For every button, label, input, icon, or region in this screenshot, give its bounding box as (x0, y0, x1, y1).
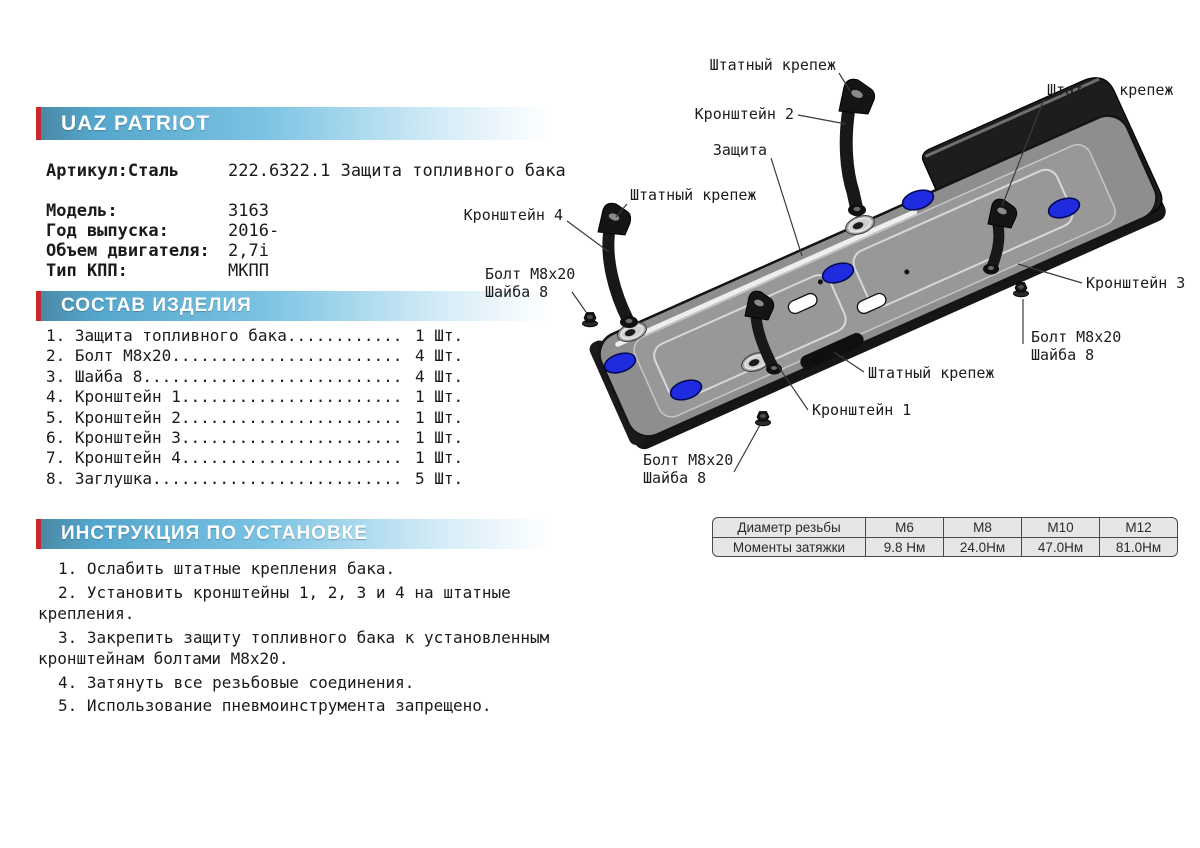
spec-row-model: Модель: 3163 (46, 201, 269, 221)
callout-shtatny-krepezh-top: Штатный крепеж (709, 56, 836, 74)
list-item: 7. Кронштейн 4....................... 1 Шт. (46, 448, 464, 468)
list-item: 4. Кронштейн 1....................... 1 Шт. (46, 387, 464, 407)
article-value: 222.6322.1 Защита топливного бака (228, 161, 566, 181)
callout-bolt-left-line2: Шайба 8 (485, 283, 549, 301)
item-qty: 1 Шт. (415, 407, 464, 427)
callout-kronshtein-3: Кронштейн 3 (1086, 274, 1186, 292)
item-qty: 4 Шт. (415, 366, 464, 386)
bolt-m8x20 (583, 313, 598, 328)
instructions-title: ИНСТРУКЦИЯ ПО УСТАНОВКЕ (61, 523, 368, 544)
torque-table-header: Диаметр резьбы (737, 520, 841, 535)
list-item: 3. Шайба 8........................... 4 Шт. (46, 366, 464, 386)
list-item: 1. Защита топливного бака............ 1 Шт. (46, 326, 464, 345)
callout-bolt-right-line2: Шайба 8 (1031, 346, 1095, 364)
spec-table (46, 201, 279, 281)
item-qty: 1 Шт. (415, 428, 464, 448)
callout-kronshtein-4: Кронштейн 4 (463, 206, 563, 224)
list-item: 5. Кронштейн 2....................... 1 Шт. (46, 407, 464, 427)
page-title: UAZ PATRIOT (61, 111, 211, 135)
article-label: Артикул:Сталь (46, 161, 180, 181)
skid-plate (571, 70, 1174, 454)
bracket-2 (839, 79, 875, 216)
callout-bolt-bottom-line1: Болт М8х20 (643, 451, 734, 469)
composition-title: СОСТАВ ИЗДЕЛИЯ (61, 295, 252, 316)
instructions-header-bar (36, 519, 565, 549)
callout-shtatny-krepezh-right: Штатный крепеж (1047, 81, 1174, 99)
torque-row-label: Моменты затяжки (713, 537, 865, 556)
step: 4. Затянуть все резьбовые соединения. (58, 672, 415, 692)
step: 1. Ослабить штатные крепления бака. (58, 559, 396, 578)
callout-shtatny-krepezh-bottom: Штатный крепеж (868, 364, 995, 382)
item-qty: 4 Шт. (415, 346, 464, 366)
spec-row-gearbox: Тип КПП: МКПП (46, 261, 269, 281)
item-qty: 1 Шт. (415, 448, 464, 468)
callout-bolt-bottom-line2: Шайба 8 (643, 469, 707, 487)
bracket-4 (598, 203, 638, 328)
item-qty: 5 Шт. (415, 468, 464, 488)
callout-bolt-left-line1: Болт М8х20 (485, 265, 576, 283)
torque-table: Диаметр резьбы М6 М8 М10 М12 Моменты затяжки 9.8 Нм 24.0Нм 47.0Нм 81.0Нм (712, 517, 1178, 557)
callout-bolt-right-line1: Болт М8х20 (1031, 328, 1122, 346)
spec-row-year: Год выпуска: 2016- (46, 221, 280, 241)
callout-shtatny-krepezh-left: Штатный крепеж (630, 186, 757, 204)
list-item: 8. Заглушка.......................... 5 Шт. (46, 468, 464, 488)
step: 3. Закрепить защиту топливного бака к установленным кронштейнам болтами М8х20. (38, 627, 550, 668)
step: 5. Использование пневмоинструмента запрещено. (58, 696, 492, 715)
item-qty: 1 Шт. (415, 387, 464, 407)
item-qty: 1 Шт. (415, 326, 464, 345)
exploded-view-diagram (440, 20, 1200, 500)
list-item: 2. Болт М8х20........................ 4 Шт. (46, 346, 464, 366)
callout-kronshtein-2: Кронштейн 2 (694, 105, 794, 123)
bolt-m8x20 (756, 412, 771, 427)
callout-zashchita: Защита (712, 141, 767, 159)
step: 2. Установить кронштейны 1, 2, 3 и 4 на штатные крепления. (38, 582, 511, 623)
instruction-steps (38, 558, 598, 719)
callout-kronshtein-1: Кронштейн 1 (812, 401, 912, 419)
list-item: 6. Кронштейн 3....................... 1 Шт. (46, 428, 464, 448)
spec-row-engine: Объем двигателя: 2,7i (46, 241, 269, 261)
